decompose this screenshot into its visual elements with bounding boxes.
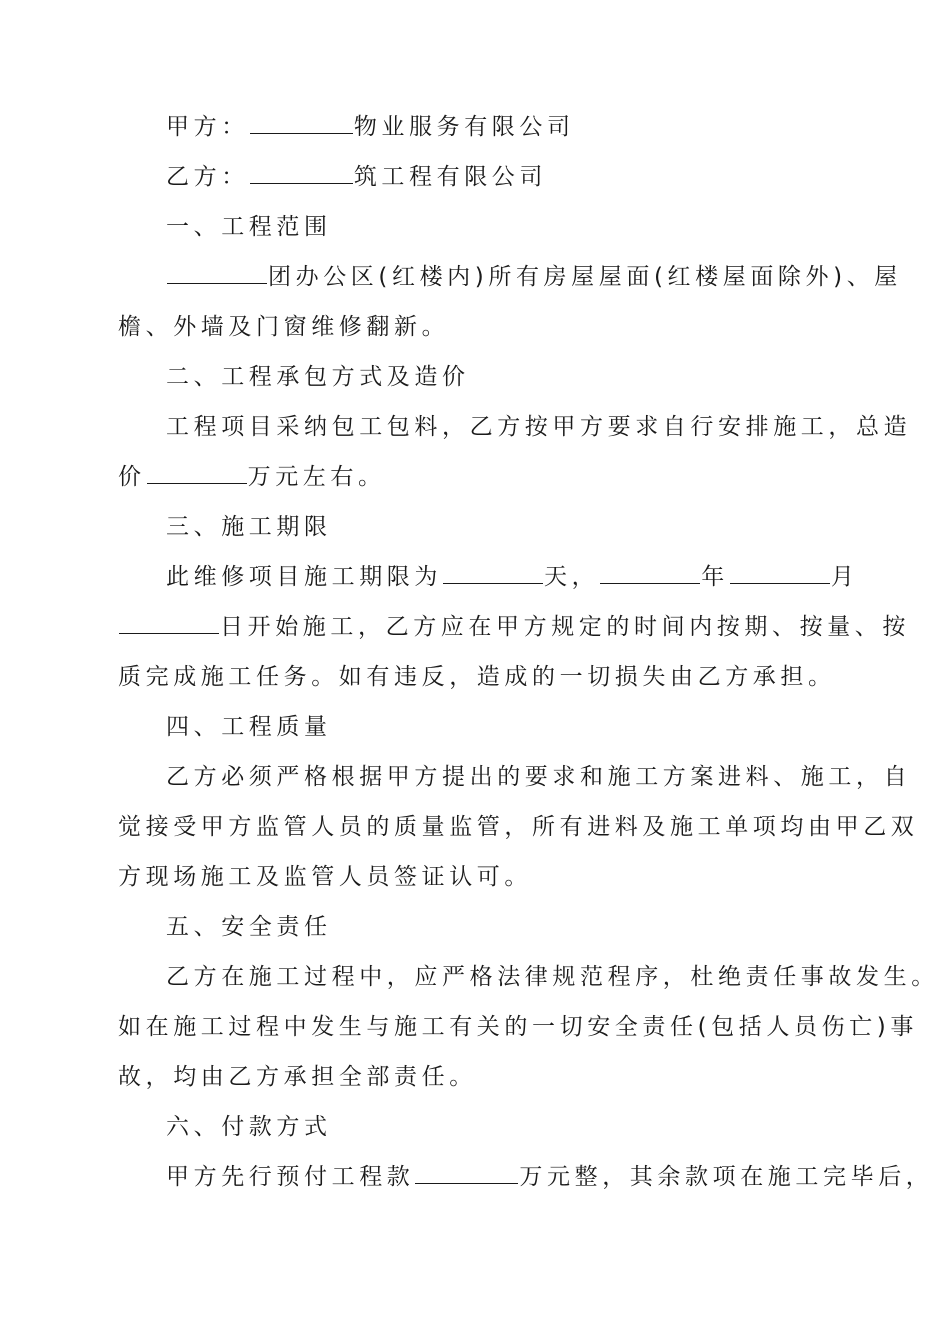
section-3-paragraph-line-1	[166, 561, 859, 593]
paragraph-text: 工程项目采纳包工包料，乙方按甲方要求自行安排施工，总造	[166, 414, 912, 440]
section-heading-text: 四、工程质量	[166, 714, 332, 740]
month-blank	[730, 561, 830, 584]
scope-blank	[167, 261, 267, 284]
paragraph-text: 乙方在施工过程中，应严格法律规范程序，杜绝责任事故发生。	[166, 964, 939, 990]
party-a-blank	[250, 111, 353, 134]
paragraph-text: 日开始施工，乙方应在甲方规定的时间内按期、按量、按	[220, 614, 910, 640]
section-5-paragraph-line-3	[118, 1061, 838, 1093]
day-blank	[119, 611, 219, 634]
section-3-heading	[166, 511, 846, 543]
section-heading-text: 一、工程范围	[166, 214, 332, 240]
paragraph-text: 团办公区(红楼内)所有房屋屋面(红楼屋面除外)、屋	[268, 264, 902, 290]
section-heading-text: 二、工程承包方式及造价	[166, 364, 470, 390]
paragraph-text: 价	[118, 464, 146, 490]
section-4-paragraph-line-3	[118, 861, 838, 893]
party-b-label: 乙方：	[166, 164, 249, 190]
party-a-company: 物业服务有限公司	[353, 114, 575, 140]
days-blank	[443, 561, 543, 584]
section-6-heading	[166, 1111, 846, 1143]
party-b-company: 筑工程有限公司	[353, 164, 548, 190]
party-a-line	[166, 111, 846, 143]
paragraph-text: 质完成施工任务。如有违反，造成的一切损失由乙方承担。	[118, 664, 836, 690]
paragraph-text: 乙方必须严格根据甲方提出的要求和施工方案进料、施工，自	[166, 764, 912, 790]
paragraph-text: 月	[830, 564, 859, 590]
section-5-heading	[166, 911, 846, 943]
section-heading-text: 五、安全责任	[166, 914, 332, 940]
paragraph-text: 此维修项目施工期限为	[166, 564, 442, 590]
section-4-heading	[166, 711, 846, 743]
section-2-paragraph-line-1	[166, 411, 912, 443]
paragraph-text: 如在施工过程中发生与施工有关的一切安全责任(包括人员伤亡)事	[118, 1014, 918, 1040]
prepay-blank	[415, 1161, 518, 1184]
party-b-line	[166, 161, 846, 193]
section-1-heading	[166, 211, 846, 243]
paragraph-text: 天，	[544, 564, 600, 590]
paragraph-text: 万元整，其余款项在施工完毕后，	[519, 1164, 934, 1190]
section-2-paragraph-line-2	[118, 461, 838, 493]
section-2-heading	[166, 361, 846, 393]
paragraph-text: 方现场施工及监管人员签证认可。	[118, 864, 532, 890]
section-5-paragraph-line-1	[166, 961, 939, 993]
section-heading-text: 六、付款方式	[166, 1114, 332, 1140]
section-3-paragraph-line-3	[118, 661, 838, 693]
section-4-paragraph-line-2	[118, 811, 919, 843]
section-3-paragraph-line-2	[118, 611, 910, 643]
section-1-paragraph-line-2	[118, 311, 838, 343]
section-4-paragraph-line-1	[166, 761, 912, 793]
paragraph-text: 万元左右。	[247, 464, 386, 490]
year-blank	[600, 561, 700, 584]
paragraph-text: 故，均由乙方承担全部责任。	[118, 1064, 477, 1090]
price-blank	[147, 461, 247, 484]
section-5-paragraph-line-2	[118, 1011, 918, 1043]
paragraph-text: 甲方先行预付工程款	[166, 1164, 415, 1190]
section-heading-text: 三、施工期限	[166, 514, 332, 540]
paragraph-text: 檐、外墙及门窗维修翻新。	[118, 314, 450, 340]
section-1-paragraph-line-1	[166, 261, 902, 293]
party-a-label: 甲方：	[166, 114, 249, 140]
section-6-paragraph-line-1	[166, 1161, 934, 1193]
paragraph-text: 觉接受甲方监管人员的质量监管，所有进料及施工单项均由甲乙双	[118, 814, 919, 840]
party-b-blank	[250, 161, 353, 184]
paragraph-text: 年	[701, 564, 729, 590]
